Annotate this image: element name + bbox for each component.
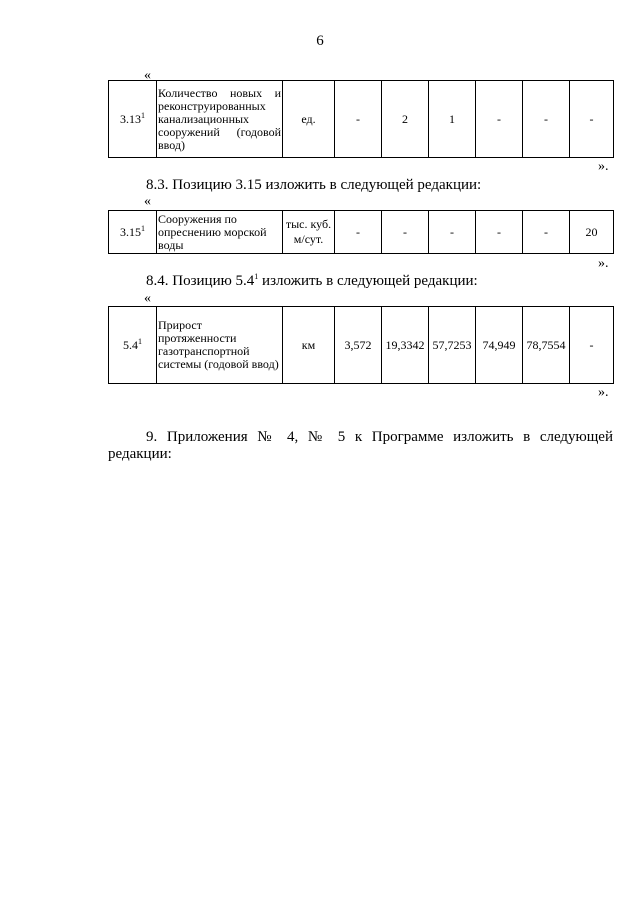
opening-quote: «	[144, 68, 151, 83]
value-cell: -	[382, 211, 429, 254]
table-position-3-15	[108, 210, 614, 254]
value-cell: -	[523, 81, 570, 158]
value-cell: 78,7554	[523, 307, 570, 384]
value-cell: -	[523, 211, 570, 254]
value-cell: 57,7253	[429, 307, 476, 384]
opening-quote: «	[144, 291, 151, 306]
table-row	[109, 81, 614, 158]
value-cell: -	[570, 81, 614, 158]
position-number: 3.15$^1$	[109, 211, 157, 254]
value-cell: 3,572	[335, 307, 382, 384]
paragraph-9	[108, 429, 613, 463]
value-cell: -	[335, 81, 382, 158]
value-cell: -	[476, 211, 523, 254]
value-cell: 74,949	[476, 307, 523, 384]
value-cell: -	[570, 307, 614, 384]
paragraph-8-4: 8.4. Позицию $5.4^1$ изложить в следующей редакции:	[146, 272, 478, 289]
table-position-5-4	[108, 306, 614, 384]
indicator-name: Прирост протяженности газотранспортной системы (годовой ввод)	[157, 307, 283, 384]
value-cell: 1	[429, 81, 476, 158]
unit-cell: ед.	[283, 81, 335, 158]
indicator-name: Сооружения по опреснению морской воды	[157, 211, 283, 254]
table-row	[109, 307, 614, 384]
value-cell: 2	[382, 81, 429, 158]
value-cell: 19,3342	[382, 307, 429, 384]
unit-cell: км	[283, 307, 335, 384]
closing-quote: ».	[598, 256, 609, 271]
paragraph-8-3: 8.3. Позицию 3.15 изложить в следующей редакции:	[146, 177, 482, 193]
closing-quote: ».	[598, 159, 609, 174]
position-number: 3.13$^1$	[109, 81, 157, 158]
table-row	[109, 211, 614, 254]
value-cell: 20	[570, 211, 614, 254]
table-position-3-13	[108, 80, 614, 158]
page-number: 6	[316, 33, 324, 49]
paragraph-9-line-2: редакции:	[108, 446, 172, 462]
value-cell: -	[429, 211, 476, 254]
value-cell: -	[476, 81, 523, 158]
value-cell: -	[335, 211, 382, 254]
opening-quote: «	[144, 194, 151, 209]
closing-quote: ».	[598, 385, 609, 400]
unit-cell: тыс. куб. м/сут.	[283, 211, 335, 254]
position-number: $5.4^1$	[109, 307, 157, 384]
paragraph-9-line-1: 9. Приложения № 4, № 5 к Программе изложить в следующей	[146, 429, 613, 445]
indicator-name: Количество новых и реконструированных канализационных сооружений (годовой ввод)	[157, 81, 283, 158]
